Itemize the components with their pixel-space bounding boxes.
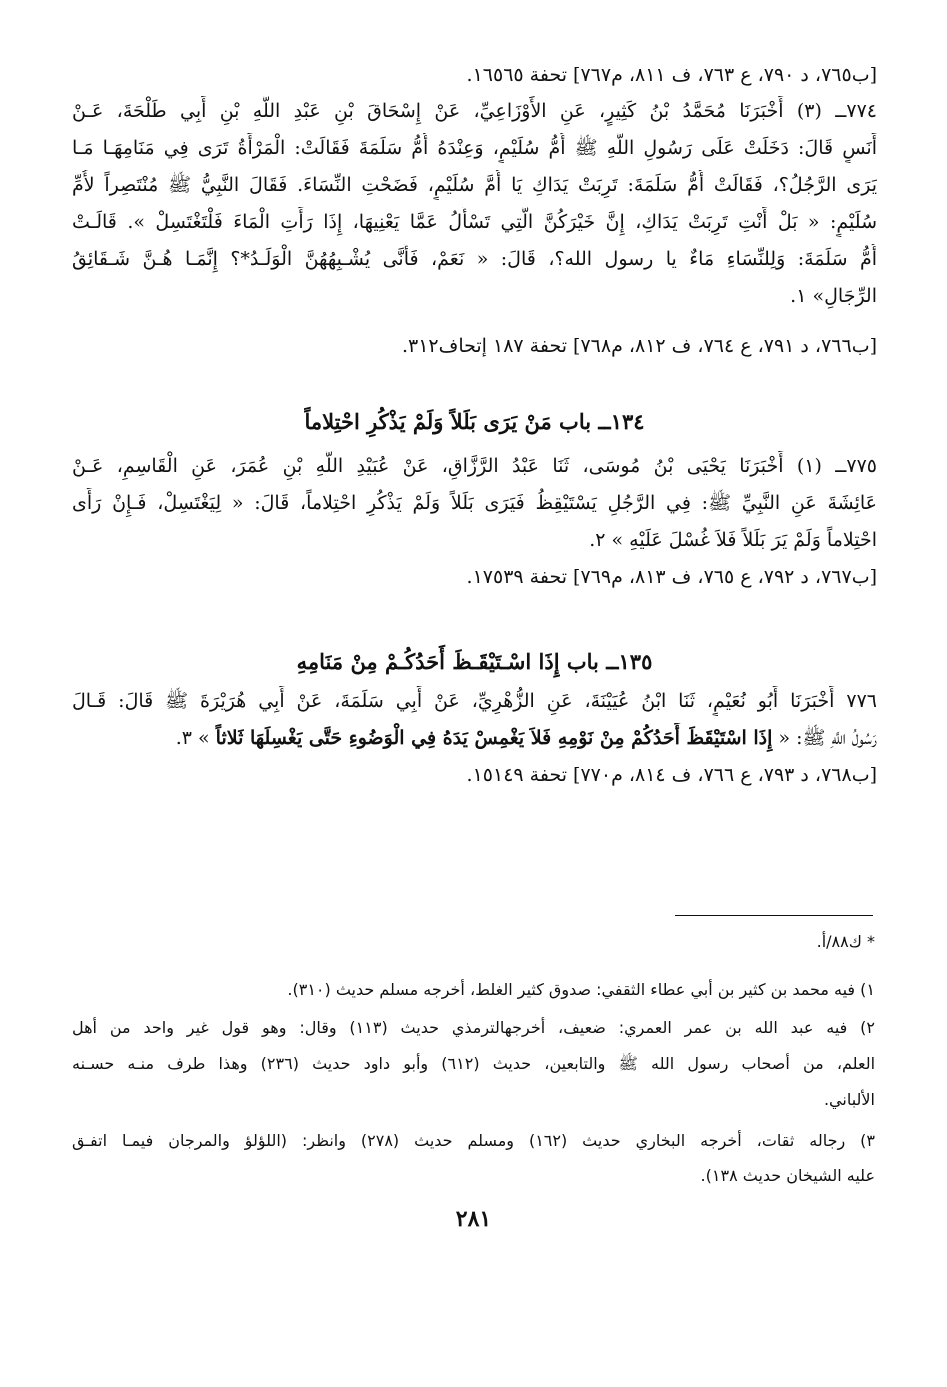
footnote-3-line-1: ٣) رجاله ثقات، أخرجه البخاري حديث (١٦٢) ومسلم حديث (٢٧٨) وانظر: (اللؤلؤ والمرجان فيمـا اتفـق <box>72 1131 875 1150</box>
takhrij-reference-776: [ب٧٦٨، د ٧٩٣، ع ٧٦٦، ف ٨١٤، م٧٧٠] تحفة ١٥١٤٩. <box>466 764 877 786</box>
footnote-3-line-2: عليه الشيخان حديث ١٣٨). <box>700 1166 875 1185</box>
hadith-776-line-2 <box>72 723 877 753</box>
footnote-2-line-1: ٢) فيه عبد الله بن عمر العمري: ضعيف، أخرجهالترمذي حديث (١١٣) وقال: وهو قول غير واحد من أهل <box>72 1018 875 1037</box>
footnote-1: ١) فيه محمد بن كثير بن أبي عطاء الثقفي: صدوق كثير الغلط، أخرجه مسلم حديث (٣١٠). <box>287 980 875 999</box>
hadith-776-close: » ٣. <box>175 727 216 749</box>
footnote-star: * ك٨٨/أ. <box>816 932 875 951</box>
footnote-2-line-2: العلم، من أصحاب رسول الله ﷺ والتابعين، حديث (٦١٢) وأبو داود حديث (٢٣٦) وهذا طرف منـه حسـنه <box>72 1054 875 1073</box>
hadith-776-intro: رَسُولُ اللَّهِ ﷺ: « <box>772 727 877 749</box>
hadith-774-line-1: ٧٧٤ــ (٣) أَخْبَرَنَا مُحَمَّدُ بْنُ كَثِيرٍ، عَنِ الأَوْزَاعِيِّ، عَنْ إِسْحَاقَ بْنِ عَبْدِ اللَّهِ بْنِ أَبِي طَلْحَةَ، عَـنْ <box>72 100 877 122</box>
footnote-separator <box>675 915 873 916</box>
takhrij-reference-774: [ب٧٦٦، د ٧٩١، ع ٧٦٤، ف ٨١٢، م٧٦٨] تحفة ١٨٧ إتحاف٣١٢. <box>401 335 877 357</box>
hadith-775-line-2: عَائِشَةَ عَنِ النَّبِيِّ ﷺ: فِي الرَّجُلِ يَسْتَيْقِظُ فَيَرَى بَلَلاً وَلَمْ يَذْكُرِ احْتِلاماً، قَالَ: « لِيَغْتَسِلْ، فَـإِنْ رَأَى <box>72 492 877 514</box>
hadith-774-line-3: يَرَى الرَّجُلُ؟، فَقَالَتْ أُمُّ سَلَمَةَ: تَرِبَتْ يَدَاكِ يَا أُمَّ سُلَيْمٍ، فَضَحْتِ النِّسَاءَ. فَقَالَ النَّبِيُّ ﷺ مُنْتَصِراً لأُمِّ <box>72 174 877 196</box>
hadith-776-line-1: ٧٧٦ أَخْبَرَنَا أَبُو نُعَيْمٍ، ثَنَا ابْنُ عُيَيْنَةَ، عَنِ الزُّهْرِيِّ، عَنْ أَبِي سَلَمَةَ، عَنْ أَبِي هُرَيْرَةَ ﷺ قَالَ: قَـالَ <box>72 690 877 712</box>
page-number: ٢٨١ <box>455 1206 492 1232</box>
hadith-775-line-1: ٧٧٥ــ (١) أَخْبَرَنَا يَحْيَى بْنُ مُوسَى، ثَنَا عَبْدُ الرَّزَّاقِ، عَنْ عُبَيْدِ اللَّهِ بْنِ عُمَرَ، عَنِ الْقَاسِمِ، عَـنْ <box>72 455 877 477</box>
hadith-774-line-2: أَنَسٍ قَالَ: دَخَلَتْ عَلَى رَسُولِ اللَّهِ ﷺ أُمُّ سُلَيْمٍ، وَعِنْدَهُ أُمُّ سَلَمَةَ فَقَالَتْ: الْمَرْأَةُ تَرَى فِي مَنَامِهَـا مَـا <box>72 137 877 159</box>
footnote-2-line-3: الألباني. <box>823 1090 875 1109</box>
takhrij-reference-773: [ب٧٦٥، د ٧٩٠، ع ٧٦٣، ف ٨١١، م٧٦٧] تحفة ١٦٥٦٥. <box>466 64 877 86</box>
hadith-774-line-6: الرِّجَالِ» ١. <box>790 285 877 307</box>
hadith-775-line-3: احْتِلاماً وَلَمْ يَرَ بَلَلاً فَلاَ غُسْلَ عَلَيْهِ » ٢. <box>589 529 877 551</box>
hadith-774-line-5: أُمُّ سَلَمَةَ: وَلِلنِّسَاءِ مَاءٌ يا رسول الله؟، قَالَ: « نَعَمْ، فَأَنَّى يُشْـبِهُهُنَّ الْوَلَـدُ*؟ إِنَّمَـا هُـنَّ شَـقَائِقُ <box>72 248 877 270</box>
hadith-774-line-4: سُلَيْمٍ: « بَلْ أَنْتِ تَرِبَتْ يَدَاكِ، إِنَّ خَيْرَكُنَّ الَّتِي تَسْأَلُ عَمَّا يَعْنِيهَا، إِذَا رَأَتِ الْمَاءَ فَلْتَغْتَسِلْ ». قَالَـتْ <box>72 211 877 233</box>
chapter-heading-134: ١٣٤ــ باب مَنْ يَرَى بَلَلاً وَلَمْ يَذْكُرِ احْتِلاماً <box>304 409 645 434</box>
takhrij-reference-775: [ب٧٦٧، د ٧٩٢، ع ٧٦٥، ف ٨١٣، م٧٦٩] تحفة ١٧٥٣٩. <box>466 566 877 588</box>
hadith-776-matn: إِذَا اسْتَيْقَظَ أَحَدُكُمْ مِنْ نَوْمِهِ فَلاَ يَغْمِسْ يَدَهُ فِي الْوَضُوءِ حَتَّى يَغْسِلَهَا ثَلاثاً <box>215 727 773 749</box>
chapter-heading-135: ١٣٥ــ باب إِذَا اسْـتَيْقَـظَ أَحَدُكُـمْ مِنْ مَنَامِهِ <box>296 649 653 674</box>
